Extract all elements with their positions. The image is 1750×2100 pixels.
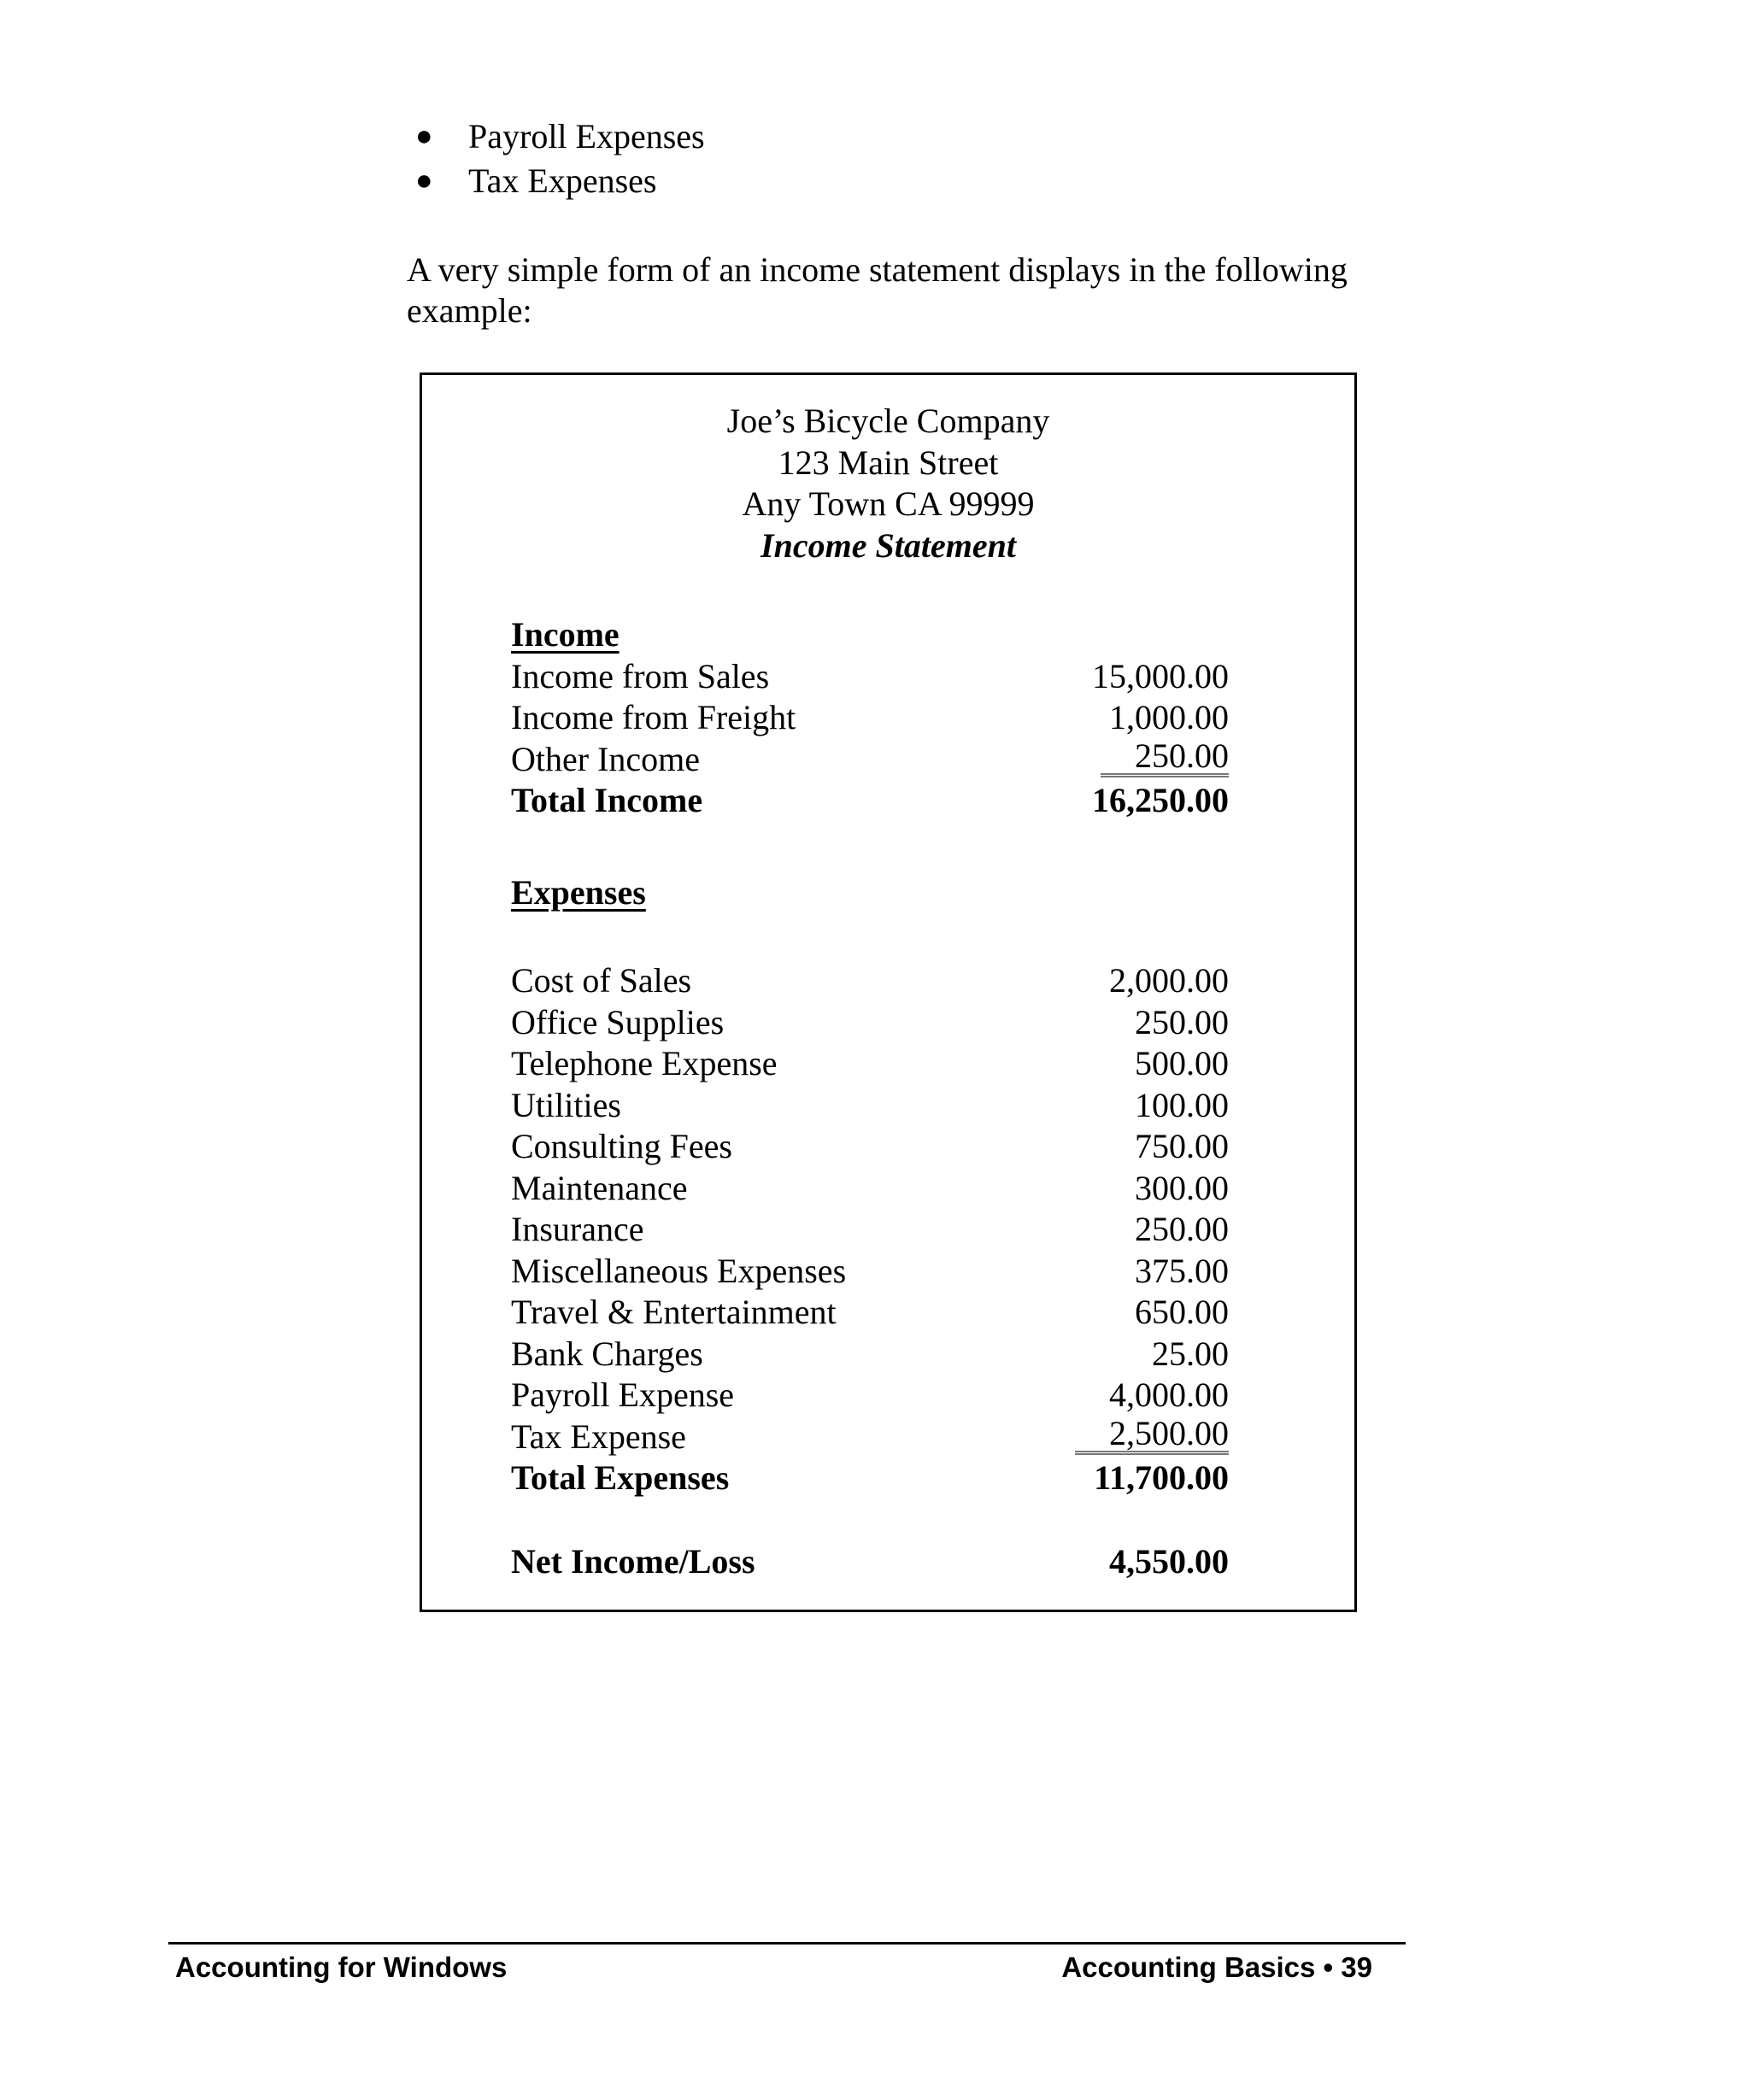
line-label: Consulting Fees <box>511 1127 732 1165</box>
footer-chapter-page: Accounting Basics • 39 <box>1061 1951 1372 1983</box>
line-label: Utilities <box>511 1085 621 1124</box>
line-label: Maintenance <box>511 1168 688 1207</box>
line-label: Tax Expense <box>511 1417 686 1456</box>
table-row <box>511 1002 1229 1044</box>
line-amount: 25.00 <box>1152 1334 1229 1373</box>
total-income-row <box>511 780 1229 822</box>
table-row <box>511 1251 1229 1293</box>
expenses-heading: Expenses <box>511 873 646 912</box>
total-expenses-label: Total Expenses <box>511 1458 730 1497</box>
income-statement <box>420 372 1357 1612</box>
net-income-label: Net Income/Loss <box>511 1542 755 1581</box>
table-row <box>511 1168 1229 1210</box>
line-label: Office Supplies <box>511 1002 725 1041</box>
footer-rule <box>168 1942 1406 1945</box>
bullet-text: Payroll Expenses <box>468 117 705 155</box>
table-row <box>511 1043 1229 1085</box>
line-amount: 250.00 <box>1135 1002 1229 1041</box>
table-row <box>511 960 1229 1002</box>
table-row <box>511 656 1229 698</box>
bullet-icon: ● <box>415 120 433 152</box>
line-amount: 250.00 <box>1135 1210 1229 1248</box>
income-section <box>511 614 1229 822</box>
footer-book-title: Accounting for Windows <box>175 1951 508 1983</box>
table-row <box>511 1413 1229 1458</box>
intro-paragraph: A very simple form of an income statement displays in the following example: <box>407 250 1348 330</box>
total-expenses-row <box>511 1458 1229 1499</box>
table-row <box>511 697 1229 739</box>
line-amount: 250.00 <box>1101 739 1229 777</box>
income-heading: Income <box>511 615 620 654</box>
table-row <box>511 736 1229 781</box>
net-income-amount: 4,550.00 <box>1109 1542 1229 1581</box>
total-expenses-amount: 11,700.00 <box>1094 1458 1229 1497</box>
company-city: Any Town CA 99999 <box>742 484 1035 523</box>
bullet-text: Tax Expenses <box>468 161 657 200</box>
table-row <box>511 1334 1229 1376</box>
income-heading-row <box>511 614 1229 656</box>
company-name: Joe’s Bicycle Company <box>726 402 1050 440</box>
line-amount: 2,000.00 <box>1109 961 1229 1000</box>
line-label: Miscellaneous Expenses <box>511 1251 847 1290</box>
table-row <box>511 1292 1229 1334</box>
expenses-heading-row <box>511 872 1229 914</box>
line-label: Travel & Entertainment <box>511 1293 837 1331</box>
table-row <box>511 1085 1229 1127</box>
line-label: Cost of Sales <box>511 961 692 1000</box>
statement-header <box>422 401 1354 566</box>
line-label: Bank Charges <box>511 1334 703 1373</box>
line-amount: 2,500.00 <box>1075 1417 1229 1455</box>
list-item <box>403 114 705 159</box>
bullet-icon: ● <box>415 165 433 197</box>
net-section <box>511 1541 1229 1583</box>
company-street: 123 Main Street <box>778 443 999 482</box>
line-label: Telephone Expense <box>511 1044 778 1082</box>
line-label: Insurance <box>511 1210 644 1248</box>
line-label: Other Income <box>511 739 701 778</box>
statement-title: Income Statement <box>760 525 1016 565</box>
list-item <box>403 159 705 203</box>
table-row <box>511 1126 1229 1168</box>
line-label: Income from Freight <box>511 698 796 736</box>
line-amount: 650.00 <box>1135 1293 1229 1331</box>
bullet-list <box>403 114 705 203</box>
line-amount: 15,000.00 <box>1092 656 1229 695</box>
line-amount: 500.00 <box>1135 1044 1229 1082</box>
line-label: Payroll Expense <box>511 1376 735 1414</box>
net-income-row <box>511 1541 1229 1583</box>
line-amount: 375.00 <box>1135 1251 1229 1290</box>
line-amount: 1,000.00 <box>1109 698 1229 736</box>
line-amount: 100.00 <box>1135 1085 1229 1124</box>
table-row <box>511 1209 1229 1251</box>
line-amount: 750.00 <box>1135 1127 1229 1165</box>
line-label: Income from Sales <box>511 656 770 695</box>
line-amount: 300.00 <box>1135 1168 1229 1207</box>
expenses-heading-block <box>511 872 1229 914</box>
expenses-section <box>511 960 1229 1499</box>
total-income-label: Total Income <box>511 781 703 819</box>
table-row <box>511 1375 1229 1417</box>
line-amount: 4,000.00 <box>1109 1376 1229 1414</box>
total-income-amount: 16,250.00 <box>1092 781 1229 819</box>
